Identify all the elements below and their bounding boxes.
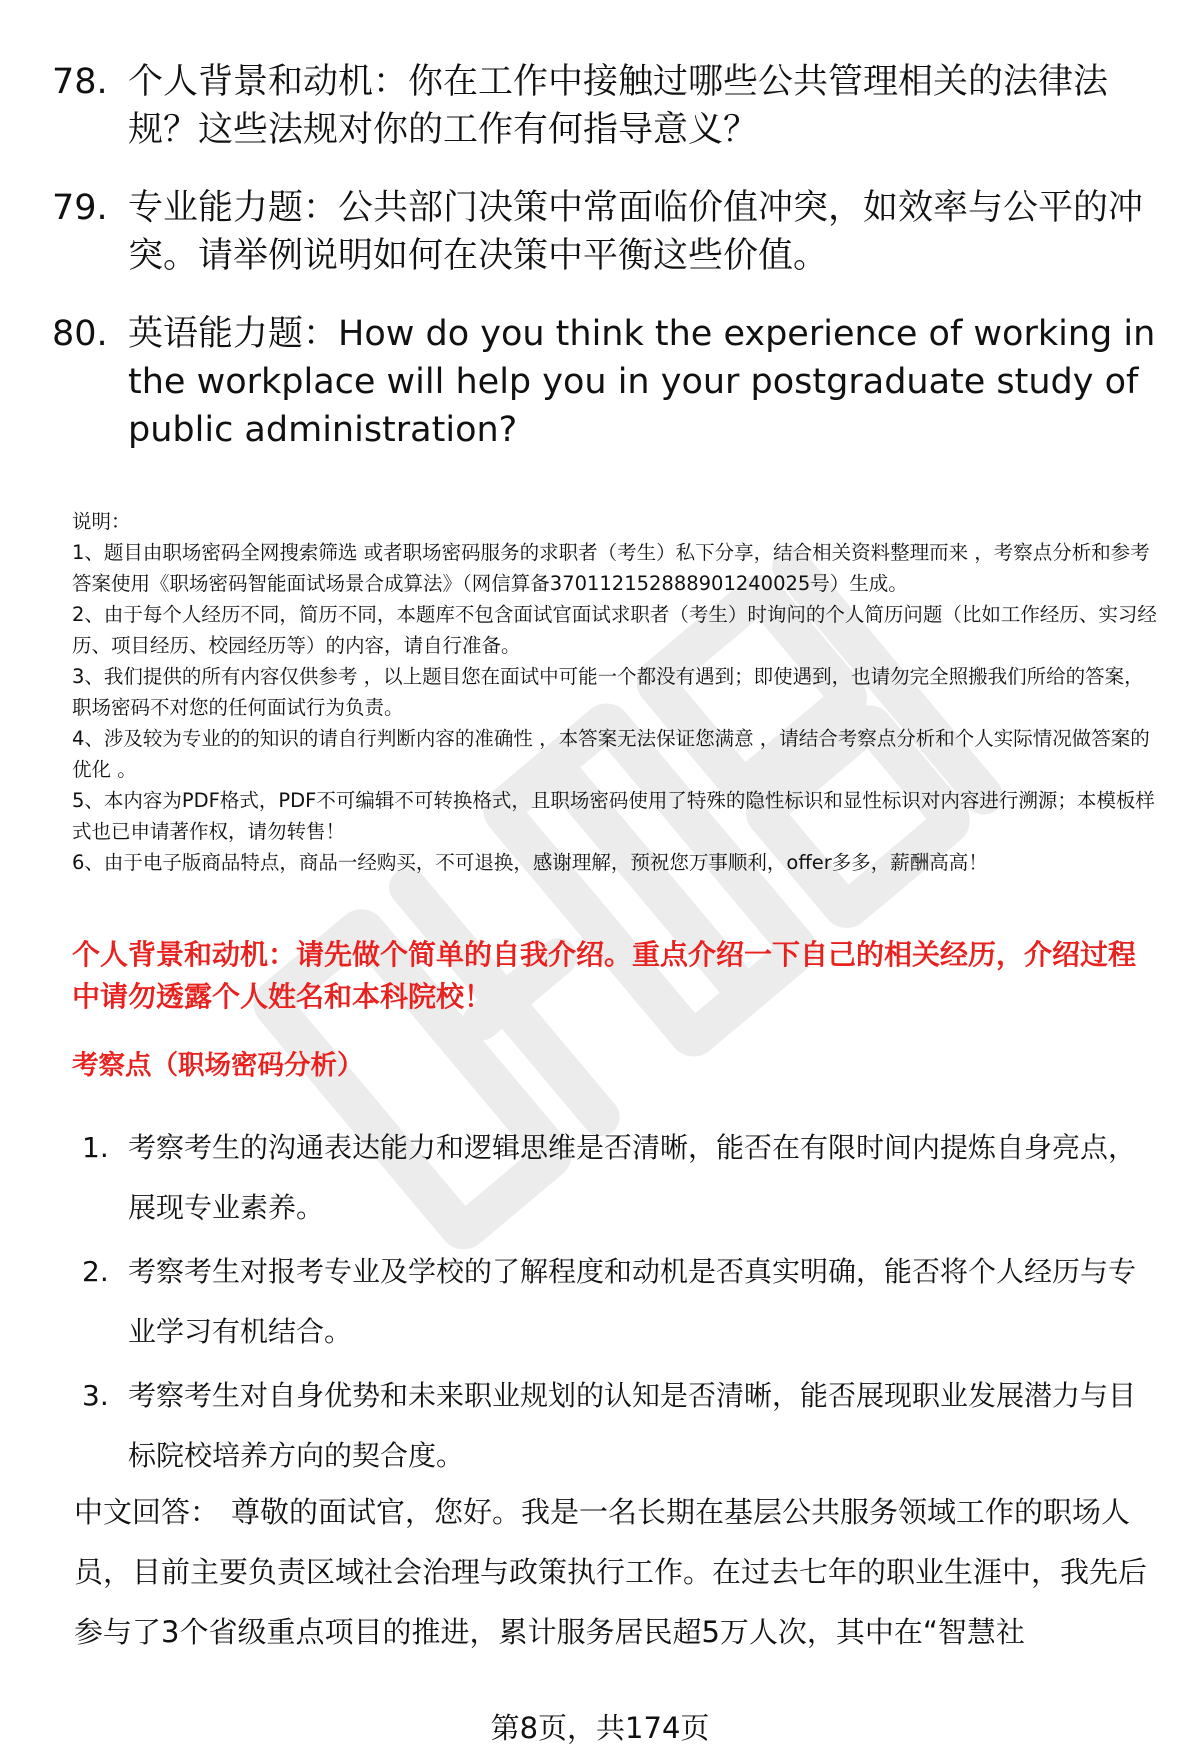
analysis-item <box>82 1118 1162 1238</box>
note-item: 3、我们提供的所有内容仅供参考 ，以上题目您在面试中可能一个都没有遇到；即使遇到，也请勿完全照搬我们所给的答案，职场密码不对您的任何面试行为负责。 <box>72 665 1144 719</box>
answer-label: 中文回答： <box>74 1495 220 1529</box>
notes-title: 说明： <box>72 510 131 533</box>
note-item: 6、由于电子版商品特点，商品一经购买，不可退换，感谢理解，预祝您万事顺利，offer多多，薪酬高高！ <box>72 851 988 874</box>
question-item <box>52 184 1162 280</box>
question-number: 80. <box>52 314 108 354</box>
current-question-heading: 个人背景和动机：请先做个简单的自我介绍。重点介绍一下自己的相关经历，介绍过程中请勿透露个人姓名和本科院校！ <box>72 938 1137 1013</box>
question-item <box>52 310 1162 454</box>
page-footer: 第8页，共174页 <box>490 1711 710 1745</box>
answer-paragraph <box>74 1482 1164 1662</box>
analysis-item <box>82 1242 1162 1362</box>
note-item: 1、题目由职场密码全网搜索筛选 或者职场密码服务的求职者（考生）私下分享，结合相关资料整理而来 ，考察点分析和参考答案使用《职场密码智能面试场景合成算法》（网信算备370112152888901240025号）生成。 <box>72 541 1150 595</box>
notes-section <box>72 506 1162 878</box>
analysis-heading: 考察点（职场密码分析） <box>72 1050 364 1081</box>
question-number: 78. <box>52 62 108 102</box>
question-item <box>52 58 1162 154</box>
analysis-text: 考察考生对报考专业及学校的了解程度和动机是否真实明确，能否将个人经历与专业学习有机结合。 <box>128 1255 1137 1348</box>
analysis-text: 考察考生对自身优势和未来职业规划的认知是否清晰，能否展现职业发展潜力与目标院校培养方向的契合度。 <box>128 1379 1137 1472</box>
answer-text: 尊敬的面试官，您好。我是一名长期在基层公共服务领域工作的职场人员，目前主要负责区域社会治理与政策执行工作。在过去七年的职业生涯中，我先后参与了3个省级重点项目的推进，累计服务居民超5万人次，其中在“智慧社 <box>74 1495 1148 1649</box>
question-number: 79. <box>52 188 108 228</box>
analysis-item <box>82 1366 1162 1486</box>
analysis-text: 考察考生的沟通表达能力和逻辑思维是否清晰，能否在有限时间内提炼自身亮点，展现专业素养。 <box>128 1131 1137 1224</box>
question-list <box>52 58 1162 484</box>
note-item: 4、涉及较为专业的的知识的请自行判断内容的准确性 ，本答案无法保证您满意 ，请结合考察点分析和个人实际情况做答案的优化 。 <box>72 727 1150 781</box>
question-text: 专业能力题：公共部门决策中常面临价值冲突，如效率与公平的冲突。请举例说明如何在决策中平衡这些价值。 <box>128 188 1144 276</box>
note-item: 5、本内容为PDF格式，PDF不可编辑不可转换格式，且职场密码使用了特殊的隐性标识和显性标识对内容进行溯源；本模板样式也已申请著作权，请勿转售！ <box>72 789 1155 843</box>
question-text: 英语能力题：How do you think the experience of working in the workplace will help you in your postgraduate study of public administration? <box>128 314 1156 450</box>
question-text: 个人背景和动机：你在工作中接触过哪些公共管理相关的法律法规？这些法规对你的工作有何指导意义？ <box>128 62 1109 150</box>
analysis-number: 3. <box>82 1379 109 1412</box>
note-item: 2、由于每个人经历不同，简历不同，本题库不包含面试官面试求职者（考生）时询问的个人简历问题（比如工作经历、实习经历、项目经历、校园经历等）的内容，请自行准备。 <box>72 603 1157 657</box>
analysis-list <box>82 1118 1162 1490</box>
analysis-number: 1. <box>82 1131 109 1164</box>
analysis-number: 2. <box>82 1255 109 1288</box>
